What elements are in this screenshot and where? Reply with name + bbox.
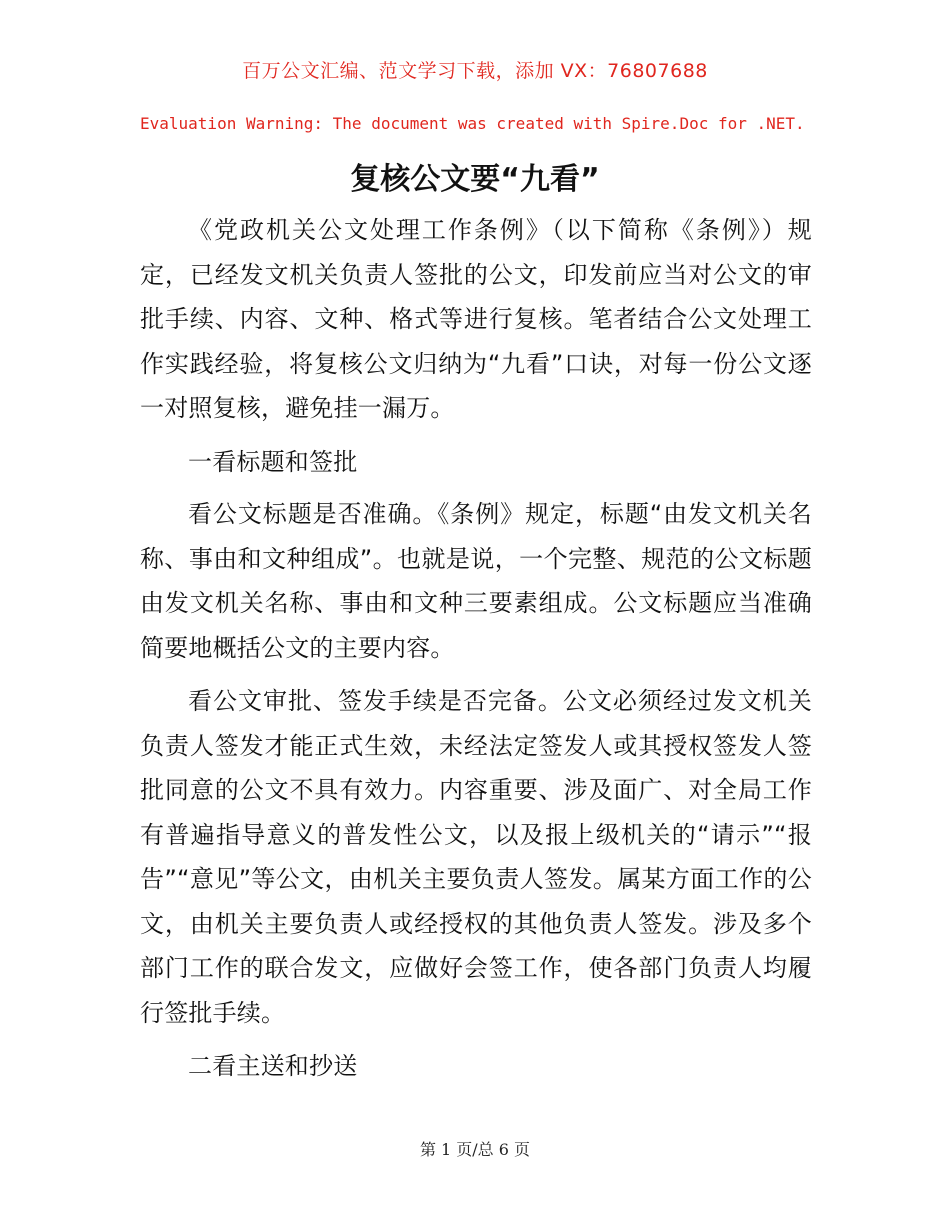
paragraph-title-check: 看公文标题是否准确。《条例》规定，标题“由发文机关名称、事由和文种组成”。也就是说，一个完整、规范的公文标题由发文机关名称、事由和文种三要素组成。公文标题应当准确简要地概括公文的主要内容。 <box>140 500 812 662</box>
paragraph-intro: 《党政机关公文处理工作条例》（以下简称《条例》）规定，已经发文机关负责人签批的公文，印发前应当对公文的审批手续、内容、文种、格式等进行复核。笔者结合公文处理工作实践经验，将复核公文归纳为“九看”口诀，对每一份公文逐一对照复核，避免挂一漏万。 <box>140 216 812 422</box>
evaluation-warning: Evaluation Warning: The document was created with Spire.Doc for .NET. <box>140 114 805 133</box>
page-indicator: 第 1 页/总 6 页 <box>419 1140 531 1159</box>
header-banner: 百万公文汇编、范文学习下载，添加 VX：76807688 <box>242 60 708 82</box>
section-heading-2: 二看主送和抄送 <box>188 1052 358 1080</box>
document-title: 复核公文要“九看” <box>350 162 600 197</box>
document-body <box>140 208 812 1097</box>
paragraph-approval-check: 看公文审批、签发手续是否完备。公文必须经过发文机关负责人签发才能正式生效，未经法定签发人或其授权签发人签批同意的公文不具有效力。内容重要、涉及面广、对全局工作有普遍指导意义的普发性公文，以及报上级机关的“请示”“报告”“意见”等公文，由机关主要负责人签发。属某方面工作的公文，由机关主要负责人或经授权的其他负责人签发。涉及多个部门工作的联合发文，应做好会签工作，使各部门负责人均履行签批手续。 <box>140 687 812 1027</box>
section-heading-1: 一看标题和签批 <box>188 447 358 476</box>
